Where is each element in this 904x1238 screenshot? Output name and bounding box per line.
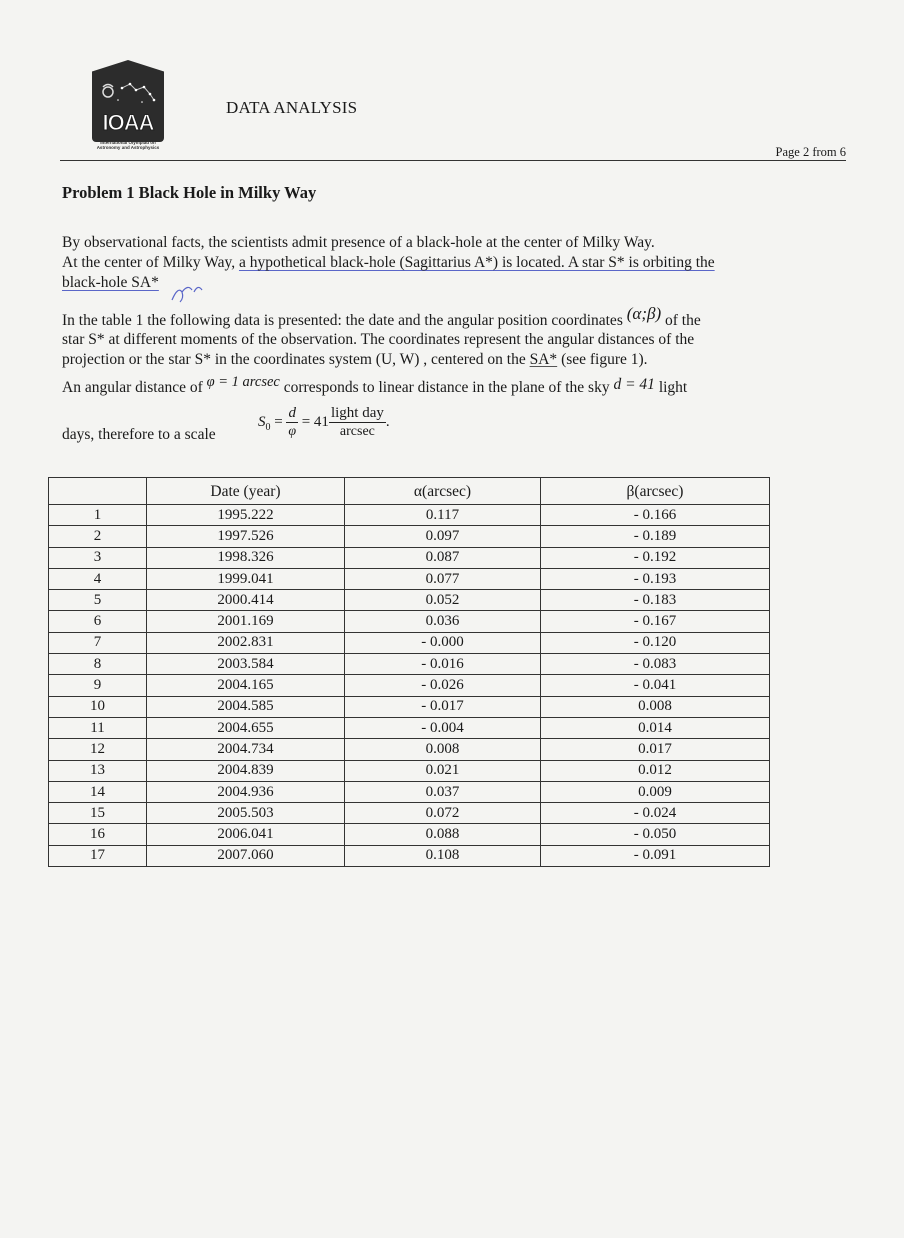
cell-alpha: 0.108: [345, 845, 541, 866]
table-row: [49, 845, 770, 866]
cell-alpha: 0.052: [345, 590, 541, 611]
cell-index: 17: [49, 845, 147, 866]
cell-alpha: 0.097: [345, 526, 541, 547]
text-span: In the table 1 the following data is presented: the date and the angular position coordinates: [62, 312, 627, 329]
cell-beta: - 0.083: [541, 654, 770, 675]
fraction-unit: [329, 404, 386, 441]
table-row: [49, 739, 770, 760]
table-row: [49, 781, 770, 802]
paragraph-line: [62, 304, 701, 331]
fraction-numerator: d: [288, 405, 296, 421]
table-row: [49, 760, 770, 781]
underlined-text: a hypothetical black-hole (Sagittarius A*) is located. A star S* is orbiting the: [238, 254, 715, 271]
formula-equals: =: [270, 413, 287, 430]
cell-date: 2005.503: [147, 803, 345, 824]
cell-alpha: - 0.004: [345, 717, 541, 738]
header-index: [49, 478, 147, 505]
phi-expression: φ = 1 arcsec: [206, 374, 280, 390]
cell-date: 1999.041: [147, 568, 345, 589]
text-span: of the: [661, 312, 701, 329]
cell-date: 2001.169: [147, 611, 345, 632]
formula-value: = 41: [297, 413, 329, 430]
table-row: [49, 526, 770, 547]
cell-index: 12: [49, 739, 147, 760]
distance-expression: d = 41: [613, 376, 655, 393]
cell-alpha: 0.088: [345, 824, 541, 845]
cell-index: 3: [49, 547, 147, 568]
cell-alpha: 0.077: [345, 568, 541, 589]
cell-index: 11: [49, 717, 147, 738]
cell-beta: - 0.050: [541, 824, 770, 845]
cell-alpha: - 0.017: [345, 696, 541, 717]
cell-index: 4: [49, 568, 147, 589]
underlined-text: black-hole SA*: [62, 274, 159, 291]
cell-date: 2004.734: [147, 739, 345, 760]
cell-beta: - 0.183: [541, 590, 770, 611]
cell-date: 2003.584: [147, 654, 345, 675]
cell-index: 1: [49, 505, 147, 526]
table-row: [49, 654, 770, 675]
cell-beta: - 0.189: [541, 526, 770, 547]
cell-beta: - 0.120: [541, 632, 770, 653]
fraction-d-over-phi: [286, 404, 298, 441]
paragraph-line: [62, 253, 715, 273]
cell-alpha: - 0.000: [345, 632, 541, 653]
constellation-icon: [98, 78, 158, 108]
coordinates-symbol: (α;β): [626, 304, 662, 323]
cell-alpha: 0.037: [345, 781, 541, 802]
text-span: projection or the star S* in the coordinates system (U, W) , centered on the: [62, 351, 530, 368]
text-span: An angular distance of: [62, 379, 207, 396]
cell-beta: 0.009: [541, 781, 770, 802]
cell-beta: 0.012: [541, 760, 770, 781]
cell-index: 9: [49, 675, 147, 696]
table-row: [49, 505, 770, 526]
problem-title: Problem 1 Black Hole in Milky Way: [62, 183, 317, 202]
header-beta: β(arcsec): [541, 478, 770, 505]
fraction-denominator: φ: [288, 424, 297, 439]
formula-period: .: [385, 413, 390, 430]
cell-index: 14: [49, 781, 147, 802]
page-number: Page 2 from 6: [775, 145, 846, 159]
header-title: DATA ANALYSIS: [226, 98, 358, 117]
table-row: [49, 568, 770, 589]
cell-beta: - 0.166: [541, 505, 770, 526]
formula-subscript: 0: [265, 421, 271, 433]
cell-date: 2004.839: [147, 760, 345, 781]
cell-alpha: - 0.016: [345, 654, 541, 675]
cell-alpha: 0.036: [345, 611, 541, 632]
text-span: (see figure 1).: [557, 351, 648, 368]
table-row: [49, 632, 770, 653]
cell-beta: - 0.041: [541, 675, 770, 696]
cell-date: 1995.222: [147, 505, 345, 526]
underlined-text: SA*: [529, 351, 558, 368]
header-alpha: α(arcsec): [345, 478, 541, 505]
cell-date: 1997.526: [147, 526, 345, 547]
table-header-row: [49, 478, 770, 505]
cell-alpha: - 0.026: [345, 675, 541, 696]
table-row: [49, 547, 770, 568]
cell-date: 2004.165: [147, 675, 345, 696]
cell-index: 2: [49, 526, 147, 547]
fraction-denominator: arcsec: [339, 424, 375, 439]
cell-beta: 0.008: [541, 696, 770, 717]
cell-alpha: 0.117: [345, 505, 541, 526]
cell-index: 13: [49, 760, 147, 781]
table-row: [49, 590, 770, 611]
table-row: [49, 824, 770, 845]
cell-beta: - 0.193: [541, 568, 770, 589]
cell-alpha: 0.008: [345, 739, 541, 760]
cell-index: 16: [49, 824, 147, 845]
observation-table: [48, 477, 770, 867]
paragraph-line: [62, 273, 159, 293]
cell-index: 8: [49, 654, 147, 675]
paragraph-line: days, therefore to a scale: [62, 426, 216, 443]
text-span: corresponds to linear distance in the plane of the sky: [279, 379, 614, 396]
paragraph-line: [62, 374, 688, 398]
table-row: [49, 717, 770, 738]
logo-subtitle: [88, 140, 168, 150]
cell-beta: - 0.167: [541, 611, 770, 632]
cell-date: 2007.060: [147, 845, 345, 866]
cell-beta: 0.014: [541, 717, 770, 738]
table-row: [49, 803, 770, 824]
text-span: At the center of Milky Way,: [62, 254, 239, 271]
cell-beta: - 0.024: [541, 803, 770, 824]
cell-date: 1998.326: [147, 547, 345, 568]
cell-date: 2004.655: [147, 717, 345, 738]
cell-alpha: 0.087: [345, 547, 541, 568]
paragraph-line: [62, 350, 648, 370]
cell-date: 2004.936: [147, 781, 345, 802]
cell-beta: 0.017: [541, 739, 770, 760]
cell-beta: - 0.091: [541, 845, 770, 866]
logo-text: IOAA: [102, 110, 154, 135]
header-date: Date (year): [147, 478, 345, 505]
cell-alpha: 0.021: [345, 760, 541, 781]
table-row: [49, 696, 770, 717]
formula-lhs: S: [258, 413, 266, 430]
table-row: [49, 675, 770, 696]
handwritten-mark-icon: [168, 280, 208, 304]
text-span: light: [654, 379, 688, 396]
cell-date: 2002.831: [147, 632, 345, 653]
cell-alpha: 0.072: [345, 803, 541, 824]
header-divider: [60, 160, 846, 161]
cell-index: 7: [49, 632, 147, 653]
logo-subtitle-line2: Astronomy and Astrophysics: [96, 145, 160, 150]
paragraph-line: star S* at different moments of the observation. The coordinates represent the angular distances of the: [62, 331, 695, 348]
cell-index: 15: [49, 803, 147, 824]
cell-beta: - 0.192: [541, 547, 770, 568]
paragraph-line: By observational facts, the scientists admit presence of a black-hole at the center of Milky Way.: [62, 234, 655, 251]
ioaa-logo: [88, 60, 166, 150]
scale-formula: [258, 404, 390, 441]
fraction-numerator: light day: [330, 405, 384, 421]
cell-date: 2000.414: [147, 590, 345, 611]
logo-subtitle-line1: International Olympiad on: [100, 140, 156, 145]
cell-index: 6: [49, 611, 147, 632]
cell-index: 10: [49, 696, 147, 717]
cell-date: 2004.585: [147, 696, 345, 717]
cell-index: 5: [49, 590, 147, 611]
table-row: [49, 611, 770, 632]
cell-date: 2006.041: [147, 824, 345, 845]
